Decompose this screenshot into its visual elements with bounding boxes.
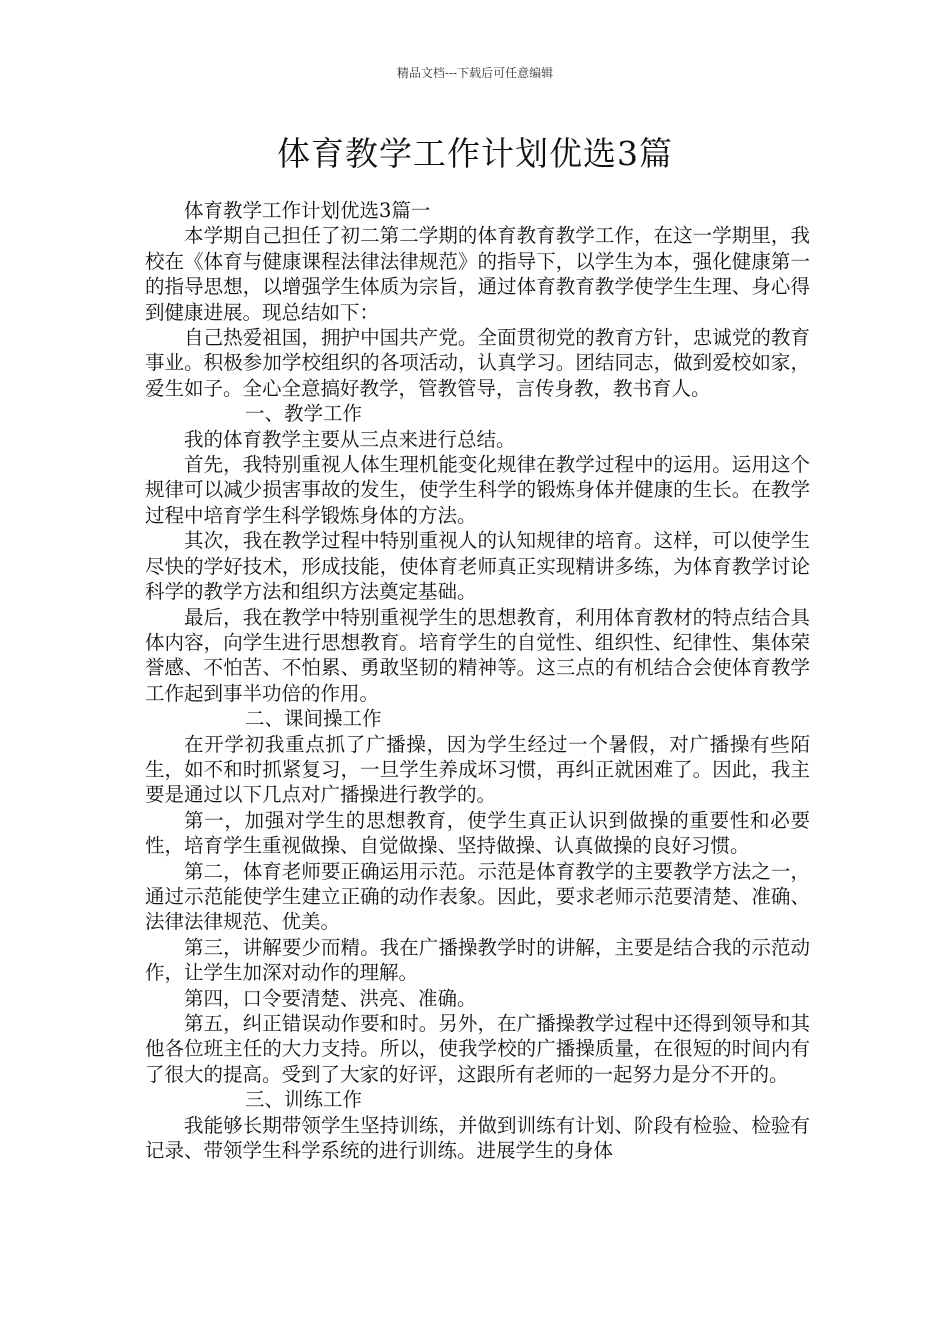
document-body xyxy=(145,198,810,1163)
paragraph: 我的体育教学主要从三点来进行总结。 xyxy=(184,427,516,451)
paragraph: 其次，我在教学过程中特别重视人的认知规律的培育。这样，可以使学生尽快的学好技术，形成技能，使体育老师真正实现精讲多练，为体育教学讨论科学的教学方法和组织方法奠定基础。 xyxy=(145,529,810,604)
section-heading: 三、训练工作 xyxy=(245,1088,363,1112)
paragraph: 我能够长期带领学生坚持训练，并做到训练有计划、阶段有检验、检验有记录、带领学生科学系统的进行训练。进展学生的身体 xyxy=(145,1113,810,1163)
paragraph: 在开学初我重点抓了广播操，因为学生经过一个暑假，对广播操有些陌生，如不和时抓紧复习，一旦学生养成坏习惯，再纠正就困难了。因此，我主要是通过以下几点对广播操进行教学的。 xyxy=(145,732,810,807)
document-title: 体育教学工作计划优选3篇 xyxy=(277,134,673,173)
paragraph: 第四，口令要清楚、洪亮、准确。 xyxy=(184,986,477,1010)
section-heading: 一、教学工作 xyxy=(245,402,363,426)
paragraph: 第二，体育老师要正确运用示范。示范是体育教学的主要教学方法之一，通过示范能使学生建立正确的动作表象。因此，要求老师示范要清楚、准确、法律法律规范、优美。 xyxy=(145,859,810,934)
paragraph: 第五，纠正错误动作要和时。另外，在广播操教学过程中还得到领导和其他各位班主任的大力支持。所以，使我学校的广播操质量，在很短的时间内有了很大的提高。受到了大家的好评，这跟所有老师的一起努力是分不开的。 xyxy=(145,1012,810,1086)
paragraph: 第一，加强对学生的思想教育，使学生真正认识到做操的重要性和必要性，培育学生重视做操、自觉做操、坚持做操、认真做操的良好习惯。 xyxy=(145,808,810,858)
page-header-note: 精品文档---下载后可任意编辑 xyxy=(396,66,554,80)
paragraph: 本学期自己担任了初二第二学期的体育教育教学工作，在这一学期里，我校在《体育与健康课程法律法律规范》的指导下，以学生为本，强化健康第一的指导思想，以增强学生体质为宗旨，通过体育教育教学使学生生理、身心得到健康进展。现总结如下： xyxy=(145,224,810,324)
paragraph: 首先，我特别重视人体生理机能变化规律在教学过程中的运用。运用这个规律可以减少损害事故的发生，使学生科学的锻炼身体并健康的生长。在教学过程中培育学生科学锻炼身体的方法。 xyxy=(145,453,810,527)
section-heading: 二、课间操工作 xyxy=(245,707,382,731)
paragraph: 体育教学工作计划优选3篇一 xyxy=(184,199,431,222)
paragraph: 自己热爱祖国，拥护中国共产党。全面贯彻党的教育方针，忠诚党的教育事业。积极参加学校组织的各项活动，认真学习。团结同志，做到爱校如家，爱生如子。全心全意搞好教学，管教管导，言传身教，教书育人。 xyxy=(145,326,810,400)
paragraph: 第三，讲解要少而精。我在广播操教学时的讲解，主要是结合我的示范动作，让学生加深对动作的理解。 xyxy=(145,935,810,985)
paragraph: 最后，我在教学中特别重视学生的思想教育，利用体育教材的特点结合具体内容，向学生进行思想教育。培育学生的自觉性、组织性、纪律性、集体荣誉感、不怕苦、不怕累、勇敢坚韧的精神等。这三点的有机结合会使体育教学工作起到事半功倍的作用。 xyxy=(145,605,810,705)
